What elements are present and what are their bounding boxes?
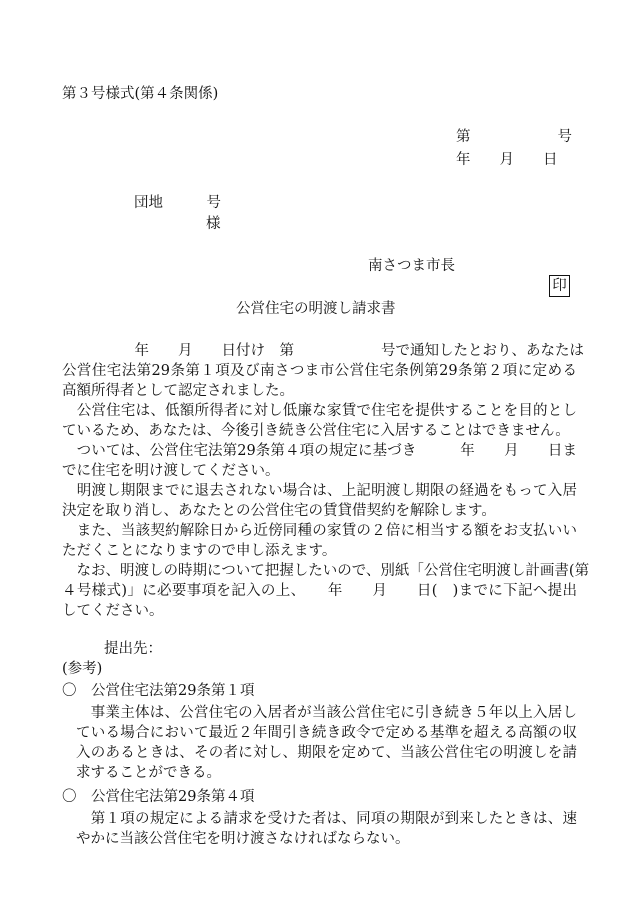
body-text: [62, 341, 590, 621]
body-line: ４号様式)」に必要事項を記入の上、 年 月 日( )までに下記へ提出: [62, 583, 577, 599]
body-line: ただくことになりますので申し添えます。: [62, 543, 337, 559]
article-text: [76, 809, 577, 849]
form-label: 第３号様式(第４条関係): [62, 86, 219, 102]
body-line: ついては、公営住宅法第29条第４項の規定に基づき 年 月 日ま: [62, 443, 577, 459]
body-line: でに住宅を明け渡してください。: [62, 463, 280, 479]
body-line: 公営住宅法第29条第１項及び南さつま市公営住宅条例第29条第２項に定める: [62, 363, 577, 379]
article-line: 事業主体は、公営住宅の入居者が当該公営住宅に引き続き５年以上入居し: [76, 705, 577, 721]
reference-label: (参考): [62, 661, 103, 677]
body-line: 高額所得者として認定されました。: [62, 383, 294, 399]
body-line: 明渡し期限までに退去されない場合は、上記明渡し期限の経過をもって入居: [62, 483, 577, 499]
article-line: ている場合において最近２年間引き続き政令で定める基準を超える高額の収: [76, 725, 577, 741]
document-title: 公営住宅の明渡し請求書: [236, 301, 396, 317]
article-line: 入のあるときは、その者に対し、期限を定めて、当該公営住宅の明渡しを請: [76, 745, 577, 761]
addressee-danchi: 団地 号: [134, 195, 221, 211]
article-text: [76, 703, 577, 783]
body-line: 年 月 日付け 第 号で通知したとおり、あなたは: [62, 343, 584, 359]
body-line: 決定を取り消し、あなたとの公営住宅の賃貸借契約を解除します。: [62, 503, 496, 519]
article-line: 第１項の規定による請求を受けた者は、同項の期限が到来したときは、速: [76, 811, 577, 827]
body-line: また、当該契約解除日から近傍同種の家賃の２倍に相当する額をお支払いい: [62, 523, 577, 539]
seal-label: 印: [549, 275, 570, 297]
submit-to-label: 提出先：: [104, 641, 162, 657]
body-line: してください。: [62, 603, 164, 619]
article-line: 求することができる。: [76, 765, 221, 781]
seal-stamp: [540, 255, 570, 297]
article-line: やかに当該公営住宅を明け渡さなければならない。: [76, 831, 410, 847]
sender-name: 南さつま市長: [368, 258, 455, 274]
body-line: 公営住宅は、低額所得者に対し低廉な家賃で住宅を提供することを目的とし: [62, 403, 577, 419]
addressee-honorific: 様: [206, 216, 221, 232]
article-heading: 〇 公営住宅法第29条第１項: [62, 683, 255, 699]
issue-date-line: 年 月 日: [456, 152, 558, 168]
body-line: なお、明渡しの時期について把握したいので、別紙「公営住宅明渡し計画書(第: [62, 563, 590, 579]
article-heading: 〇 公営住宅法第29条第４項: [62, 789, 255, 805]
document-number-line: 第 号: [456, 129, 572, 145]
body-line: ているため、あなたは、今後引き続き公営住宅に入居することはできません。: [62, 423, 570, 439]
